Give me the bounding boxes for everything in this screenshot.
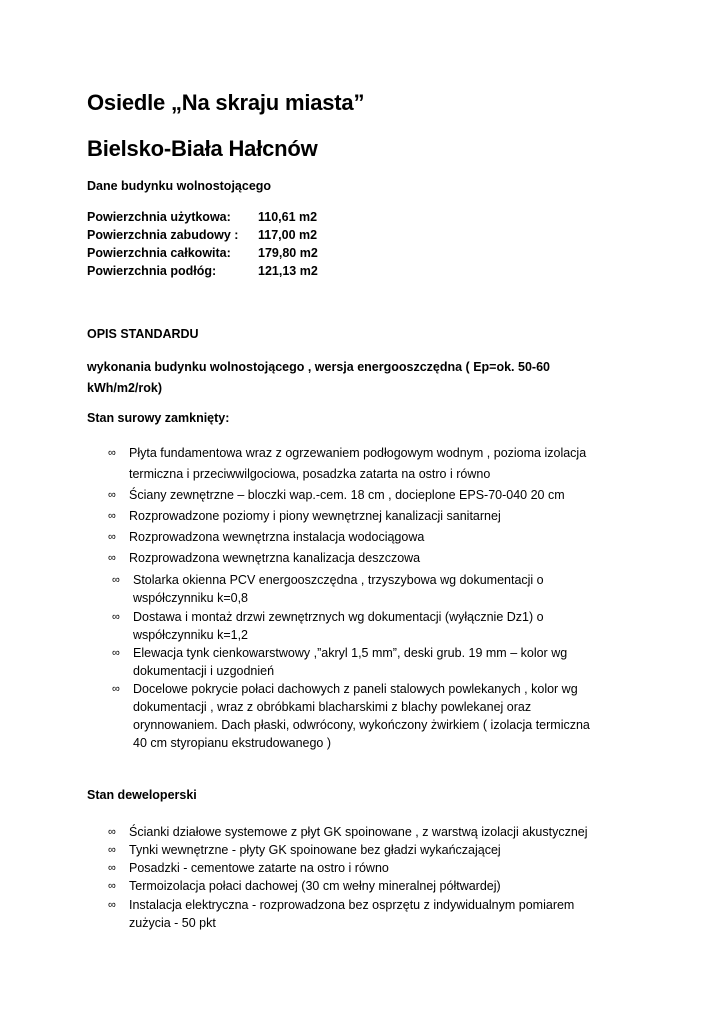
location-heading: Bielsko-Biała Hałcnów xyxy=(87,136,318,161)
area-value: 117,00 m2 xyxy=(258,228,318,242)
list-item-text: Elewacja tynk cienkowarstwowy ,”akryl 1,5 mm”, deski grub. 19 mm – kolor wg xyxy=(133,646,568,660)
list-item-text: termiczna i przeciwwilgociowa, posadzka zatarta na ostro i równo xyxy=(129,467,491,481)
area-label: Powierzchnia całkowita: xyxy=(87,246,231,260)
list-item-text: orynnowaniem. Dach płaski, odwrócony, wykończony żwirkiem ( izolacja termiczna xyxy=(133,718,590,732)
infinity-bullet-icon: ∞ xyxy=(112,647,120,659)
list-item-text: Tynki wewnętrzne - płyty GK spoinowane bez gładzi wykańczającej xyxy=(129,843,501,857)
list-item-text: Dostawa i montaż drzwi zewnętrznych wg dokumentacji (wyłącznie Dz1) o xyxy=(133,610,544,624)
list-item-text: Rozprowadzona wewnętrzna instalacja wodociągowa xyxy=(129,530,425,544)
infinity-bullet-icon: ∞ xyxy=(108,862,116,874)
list-item-text: dokumentacji i uzgodnień xyxy=(133,664,275,678)
infinity-bullet-icon: ∞ xyxy=(112,611,120,623)
list-item-text: 40 cm styropianu ekstrudowanego ) xyxy=(133,736,332,750)
list-item-text: Ścianki działowe systemowe z płyt GK spoinowane , z warstwą izolacji akustycznej xyxy=(129,825,588,839)
infinity-bullet-icon: ∞ xyxy=(108,826,116,838)
infinity-bullet-icon: ∞ xyxy=(112,683,120,695)
list-item-text: Rozprowadzona wewnętrzna kanalizacja deszczowa xyxy=(129,551,421,565)
area-label: Powierzchnia podłóg: xyxy=(87,264,217,278)
area-label: Powierzchnia zabudowy : xyxy=(87,228,239,242)
raw-state-heading: Stan surowy zamknięty: xyxy=(87,411,230,425)
list-item-text: Płyta fundamentowa wraz z ogrzewaniem podłogowym wodnym , pozioma izolacja xyxy=(129,446,587,460)
list-item-text: Stolarka okienna PCV energooszczędna , trzyszybowa wg dokumentacji o xyxy=(133,573,544,587)
list-item-text: Posadzki - cementowe zatarte na ostro i równo xyxy=(129,861,389,875)
infinity-bullet-icon: ∞ xyxy=(108,510,116,522)
infinity-bullet-icon: ∞ xyxy=(108,899,116,911)
list-item-text: współczynniku k=1,2 xyxy=(133,628,248,642)
list-item-text: współczynniku k=0,8 xyxy=(133,591,248,605)
area-label: Powierzchnia użytkowa: xyxy=(87,210,231,224)
list-item-text: Rozprowadzone poziomy i piony wewnętrznej kanalizacji sanitarnej xyxy=(129,509,501,523)
area-value: 110,61 m2 xyxy=(258,210,318,224)
infinity-bullet-icon: ∞ xyxy=(108,844,116,856)
list-item-text: dokumentacji , wraz z obróbkami blacharskimi z blachy powlekanej oraz xyxy=(133,700,532,714)
infinity-bullet-icon: ∞ xyxy=(108,552,116,564)
infinity-bullet-icon: ∞ xyxy=(108,880,116,892)
area-value: 121,13 m2 xyxy=(258,264,318,278)
list-item-text: Docelowe pokrycie połaci dachowych z paneli stalowych powlekanych , kolor wg xyxy=(133,682,578,696)
infinity-bullet-icon: ∞ xyxy=(112,574,120,586)
page-title: Osiedle „Na skraju miasta” xyxy=(87,90,365,115)
area-value: 179,80 m2 xyxy=(258,246,318,260)
developer-heading: Stan deweloperski xyxy=(87,788,197,802)
building-data-heading: Dane budynku wolnostojącego xyxy=(87,179,272,193)
list-item-text: Ściany zewnętrzne – bloczki wap.-cem. 18 cm , docieplone EPS-70-040 20 cm xyxy=(129,488,565,502)
standard-subtitle: wykonania budynku wolnostojącego , wersja energooszczędna ( Ep=ok. 50-60 kWh/m2/rok) xyxy=(87,360,550,395)
infinity-bullet-icon: ∞ xyxy=(108,489,116,501)
infinity-bullet-icon: ∞ xyxy=(108,447,116,459)
list-item-text: Termoizolacja połaci dachowej (30 cm wełny mineralnej półtwardej) xyxy=(129,879,501,893)
list-item-text: Instalacja elektryczna - rozprowadzona bez osprzętu z indywidualnym pomiarem xyxy=(129,898,575,912)
list-item-text: zużycia - 50 pkt xyxy=(129,916,216,930)
infinity-bullet-icon: ∞ xyxy=(108,531,116,543)
standard-heading: OPIS STANDARDU xyxy=(87,327,199,341)
